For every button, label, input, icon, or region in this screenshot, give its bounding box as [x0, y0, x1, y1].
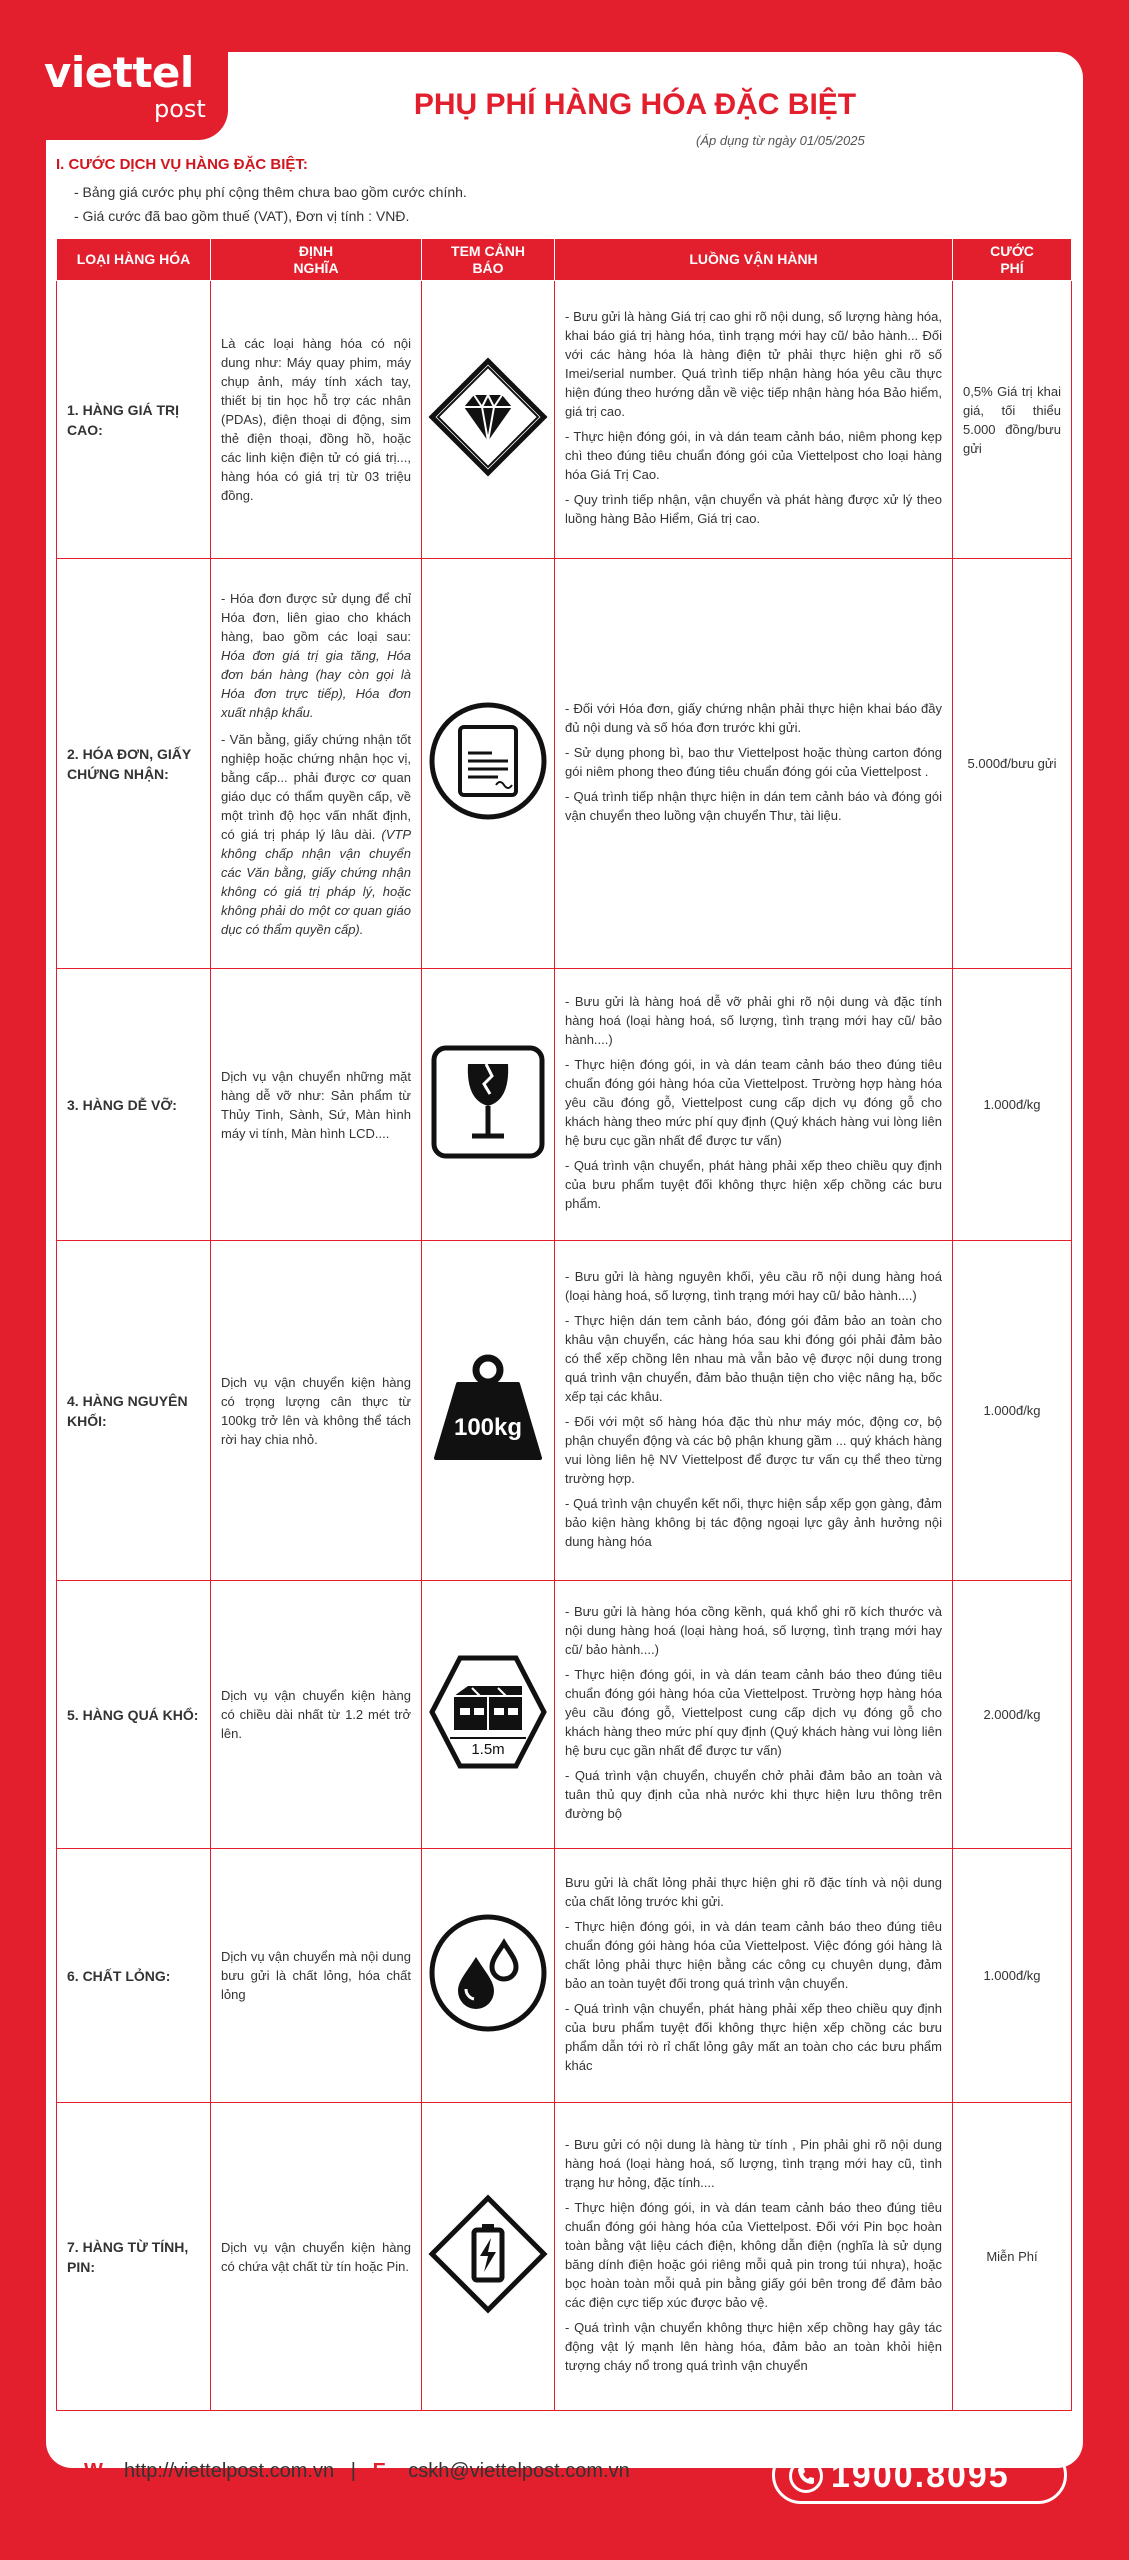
header-fee: CƯỚC PHÍ	[953, 239, 1072, 281]
warning-label-cell	[422, 1849, 555, 2103]
hotline-number: 1900.8095	[831, 2457, 1010, 2495]
diamond-icon	[428, 465, 548, 480]
flow-item: - Sử dụng phong bì, bao thư Viettelpost hoặc thùng carton đóng gói niêm phong theo đúng tiêu chuẩn đóng gói của Viettelpost .	[565, 744, 942, 779]
flow-item: - Bưu gửi là hàng hoá dễ vỡ phải ghi rõ nội dung và đặc tính hàng hoá (loại hàng hoá, số lượng, tình trạng mới hay cũ/ bảo hành....)	[565, 994, 942, 1047]
flow-item: - Đối với một số hàng hóa đặc thù như máy móc, động cơ, bộ phận chuyển động và các bộ phận khung gầm ... quý khách hàng vui lòng liên hệ NV Viettelpost để được tư vấn cụ thể theo từng trường hợp.	[565, 1413, 942, 1486]
liquid-drops-icon	[428, 2021, 548, 2036]
flow-item: - Thực hiện đóng gói, in và dán team cảnh báo theo đúng tiêu chuẩn đóng gói hàng hóa của Viettelpost. Trường hợp hàng hóa yêu cầu đóng gỗ, Viettelpost cung cấp dịch vụ đóng gỗ cho khách hàng theo mức phí quy định (Quý khách hàng vui lòng liên hệ bưu cục gần nhất để được tư vấn)	[565, 1667, 942, 1758]
header-definition: ĐỊNH NGHĨA	[211, 239, 422, 281]
definition-cell: Là các loại hàng hóa có nội dung như: Máy quay phim, máy chụp ảnh, máy tính xách tay, thiết bị tin học hỗ trợ các nhân (PDAs), điện thoại di động, sim thẻ điện thoại, đồng hồ, hoặc các linh kiện điện tử có giá trị..., hàng hóa có giá trị từ 03 triệu đồng.	[211, 281, 422, 559]
flow-item: Bưu gửi là chất lỏng phải thực hiện ghi rõ đặc tính và nội dung của chất lỏng trước khi gửi.	[565, 1874, 942, 1909]
page-title: PHỤ PHÍ HÀNG HÓA ĐẶC BIỆT	[413, 88, 857, 121]
logo	[0, 0, 228, 140]
flow-cell	[555, 2103, 953, 2411]
definition-cell: Dịch vụ vận chuyển những mặt hàng dễ vỡ như: Sản phẩm từ Thủy Tinh, Sành, Sứ, Màn hình máy vi tính, Màn hình LCD....	[211, 969, 422, 1241]
header-type: LOẠI HÀNG HÓA	[57, 239, 211, 281]
flow-cell	[555, 559, 953, 969]
flow-item: - Quá trình tiếp nhận thực hiện in dán tem cảnh báo và đóng gói vận chuyển theo luồng vận chuyển Thư, tài liệu.	[565, 788, 942, 823]
page-subtitle: (Áp dụng từ ngày 01/05/2025	[696, 133, 865, 148]
fee-cell: 2.000đ/kg	[953, 1581, 1072, 1849]
flow-item: - Quá trình vận chuyển không thực hiện xếp chồng hay gây tác động vật lý mạnh lên hàng hóa, đảm bảo an toàn khỏi hiện tượng cháy nổ trong quá trình vận chuyển	[565, 2319, 942, 2373]
fragile-glass-icon	[428, 1150, 548, 1165]
category-cell: 3. HÀNG DỄ VỠ:	[57, 969, 211, 1241]
table-row	[57, 1849, 1072, 2103]
web-label: W.	[84, 2460, 108, 2482]
fee-cell: Miễn Phí	[953, 2103, 1072, 2411]
table-row	[57, 1241, 1072, 1581]
flow-item: - Bưu gửi là hàng hóa cồng kềnh, quá khổ ghi rõ kích thước và nội dung hàng hoá (loại hàng hoá, số lượng, tình trạng mới hay cũ/ bảo hành....)	[565, 1604, 942, 1657]
note-1: - Bảng giá cước phụ phí cộng thêm chưa bao gồm cước chính.	[74, 184, 467, 200]
email-link[interactable]: cskh@viettelpost.com.vn	[408, 2460, 630, 2482]
fee-cell: 1.000đ/kg	[953, 1849, 1072, 2103]
footer-contact	[84, 2460, 630, 2483]
size-label: 1.5m	[471, 1741, 505, 1758]
header-flow: LUỒNG VẬN HÀNH	[555, 239, 953, 281]
flow-item: - Bưu gửi có nội dung là hàng từ tính , Pin phải ghi rõ nội dung hàng hoá (loại hàng hoá, số lượng, tình trạng mới hay cũ, tình trạng hư hỏng, đặc tính....	[565, 2136, 942, 2190]
separator: |	[350, 2460, 356, 2482]
surcharge-table	[56, 238, 1072, 2411]
warning-label-cell	[422, 1241, 555, 1581]
definition-cell: - Hóa đơn được sử dụng để chỉ Hóa đơn, liên giao cho khách hàng, bao gồm các loại sau: Hóa đơn giá trị gia tăng, Hóa đơn bán hàng (hay còn gọi là Hóa đơn trực tiếp), Hóa đơn xuất nhập khẩu. - Văn bằng, giấy chứng nhận tốt nghiệp hoặc chứng nhận học vị, bằng cấp... phải được cơ quan giáo dục có thẩm quyền cấp, về một trình độ học vấn nhất định, có giá trị pháp lý lâu dài. (VTP không chấp nhận vận chuyển các Văn bằng, giấy chứng nhận không có giá trị pháp lý, hoặc không phải do một cơ quan giáo dục có thẩm quyền cấp).	[211, 559, 422, 969]
definition-cell: Dịch vụ vận chuyển kiện hàng có chiều dài nhất từ 1.2 mét trở lên.	[211, 1581, 422, 1849]
flow-item: - Quy trình tiếp nhận, vận chuyển và phát hàng được xử lý theo luồng hàng Bảo Hiểm, Giá trị cao.	[565, 492, 942, 526]
category-cell: 7. HÀNG TỪ TÍNH, PIN:	[57, 2103, 211, 2411]
fee-cell: 5.000đ/bưu gửi	[953, 559, 1072, 969]
flow-item: - Bưu gửi là hàng nguyên khối, yêu cầu rõ nội dung hàng hoá (loại hàng hoá, số lượng, tình trạng mới hay cũ/ bảo hành....)	[565, 1268, 942, 1303]
category-cell: 4. HÀNG NGUYÊN KHỐI:	[57, 1241, 211, 1581]
fee-cell: 0,5% Giá trị khai giá, tối thiểu 5.000 đồng/bưu gửi	[953, 281, 1072, 559]
warning-label-cell	[422, 969, 555, 1241]
fee-cell: 1.000đ/kg	[953, 969, 1072, 1241]
table-header-row	[57, 239, 1072, 281]
invoice-icon	[428, 809, 548, 824]
warning-label-cell	[422, 559, 555, 969]
flow-item: - Quá trình vận chuyển, chuyển chở phải đảm bảo an toàn và tuân thủ quy định của nhà nước khi thực hiện lưu thông trên đường bộ	[565, 1768, 942, 1821]
email-label: E.	[372, 2460, 392, 2482]
fee-cell: 1.000đ/kg	[953, 1241, 1072, 1581]
website-link[interactable]: http://viettelpost.com.vn	[124, 2460, 335, 2482]
logo-brand: viettel	[44, 48, 194, 97]
section-title: I. CƯỚC DỊCH VỤ HÀNG ĐẶC BIỆT:	[56, 156, 308, 173]
flow-item: - Thực hiện đóng gói, in và dán team cảnh báo theo đúng tiêu chuẩn đóng gói hàng hóa của Viettelpost. Đối với Pin bọc hoàn toàn bằng vật liệu cách điện, không dẫn điện (nghĩa là sử dụng băng dính điện hoặc gói riêng mỗi quả pin trong túi nhựa), hoặc bọc hoàn toàn mỗi quả pin bằng giấy gói bên trong để đảm bảo các điện cực tiếp xúc được bảo vệ.	[565, 2199, 942, 2310]
warning-label-cell	[422, 1581, 555, 1849]
flow-item: - Quá trình vận chuyển kết nối, thực hiện sắp xếp gọn gàng, đảm bảo kiện hàng không bị tác động ngoại lực gây ảnh hưởng nội dung hàng hóa	[565, 1495, 942, 1549]
table-row	[57, 2103, 1072, 2411]
flow-cell	[555, 281, 953, 559]
flow-item: - Thực hiện đóng gói, in và dán team cảnh báo, niêm phong kẹp chì theo đúng tiêu chuẩn đóng gói của Viettelpost cho loại hàng hóa Giá Trị Cao.	[565, 429, 942, 482]
phone-icon	[789, 2459, 823, 2493]
flow-item: - Bưu gửi là hàng Giá trị cao ghi rõ nội dung, số lượng hàng hóa, khai báo giá trị hàng hóa, tình trạng mới hay cũ/ bảo hành... Đối với các hàng hóa là hàng điện tử phải thực hiện ghi rõ số Imei/serial number. Quá trình tiếp nhận hàng hóa yêu cầu thực hiện đúng theo hướng dẫn về việc tiếp nhận hàng hóa Bảo hiểm, giá trị cao.	[565, 309, 942, 419]
flow-item: - Thực hiện đóng gói, in và dán team cảnh báo theo đúng tiêu chuẩn đóng gói hàng hóa của Viettelpost. Trường hợp hàng hóa yêu cầu đóng gỗ, Viettelpost cung cấp dịch vụ đóng gỗ cho khách hàng theo mức phí quy định (Quý khách hàng vui lòng liên hệ bưu cục gần nhất để được tư vấn)	[565, 1057, 942, 1148]
definition-cell: Dịch vụ vận chuyển kiện hàng có chứa vật chất từ tín hoặc Pin.	[211, 2103, 422, 2411]
category-cell: 5. HÀNG QUÁ KHỔ:	[57, 1581, 211, 1849]
warning-label-cell	[422, 281, 555, 559]
table-row	[57, 1581, 1072, 1849]
definition-cell: Dịch vụ vận chuyển kiện hàng có trọng lượng cân thực từ 100kg trở lên và không thể tách rời hay chia nhỏ.	[211, 1241, 422, 1581]
table-row	[57, 969, 1072, 1241]
category-cell: 1. HÀNG GIÁ TRỊ CAO:	[57, 281, 211, 559]
table-row	[57, 559, 1072, 969]
category-cell: 6. CHẤT LỎNG:	[57, 1849, 211, 2103]
weight-label: 100kg	[453, 1414, 523, 1441]
flow-item: - Quá trình vận chuyển, phát hàng phải xếp theo chiều quy định của bưu phẩm tuyệt đối không thực hiện xếp chồng các bưu phẩm dẫn tới rò rỉ chất lỏng gây mất an toàn cho các bưu phẩm khác	[565, 2000, 942, 2073]
battery-icon	[428, 2302, 548, 2317]
warning-label-cell	[422, 2103, 555, 2411]
flow-cell	[555, 1849, 953, 2103]
table-row	[57, 281, 1072, 559]
flow-cell	[555, 1241, 953, 1581]
flow-item: - Quá trình vận chuyển, phát hàng phải xếp theo chiều quy định của bưu phẩm tuyệt đối không thực hiện xếp chồng các bưu phẩm.	[565, 1158, 942, 1211]
flow-cell	[555, 969, 953, 1241]
logo-sub: post	[154, 95, 206, 123]
hotline-badge[interactable]	[772, 2446, 1067, 2504]
definition-cell: Dịch vụ vận chuyển mà nội dung bưu gửi là chất lỏng, hóa chất lỏng	[211, 1849, 422, 2103]
flow-cell	[555, 1581, 953, 1849]
flow-item: - Thực hiện đóng gói, in và dán team cảnh báo theo đúng tiêu chuẩn đóng gói hàng hóa của Viettelpost. Việc đóng gói hàng là chất lỏng phải thực hiện bằng các công cụ chuyên dụng, đảm bảo an toàn tuyệt đối trong quá trình vận chuyển.	[565, 1918, 942, 1991]
flow-item: - Thực hiện dán tem cảnh báo, đóng gói đảm bảo an toàn cho khâu vận chuyển, các hàng hóa sau khi đóng gói phải đảm bảo có thể xếp chồng lên nhau mà vẫn bảo vệ được nội dung trong quá trình vận chuyển, đảm bảo thuận tiện cho việc nâng hạ, bốc xếp tại các khâu.	[565, 1312, 942, 1404]
weight-icon	[428, 1414, 548, 1471]
header-label: TEM CẢNH BÁO	[422, 239, 555, 281]
flow-item: - Đối với Hóa đơn, giấy chứng nhận phải thực hiện khai báo đầy đủ nội dung và số hóa đơn trước khi gửi.	[565, 700, 942, 735]
note-2: - Giá cước đã bao gồm thuế (VAT), Đơn vị tính : VNĐ.	[74, 208, 410, 224]
oversize-box-icon	[428, 1741, 548, 1775]
category-cell: 2. HÓA ĐƠN, GIẤY CHỨNG NHẬN:	[57, 559, 211, 969]
